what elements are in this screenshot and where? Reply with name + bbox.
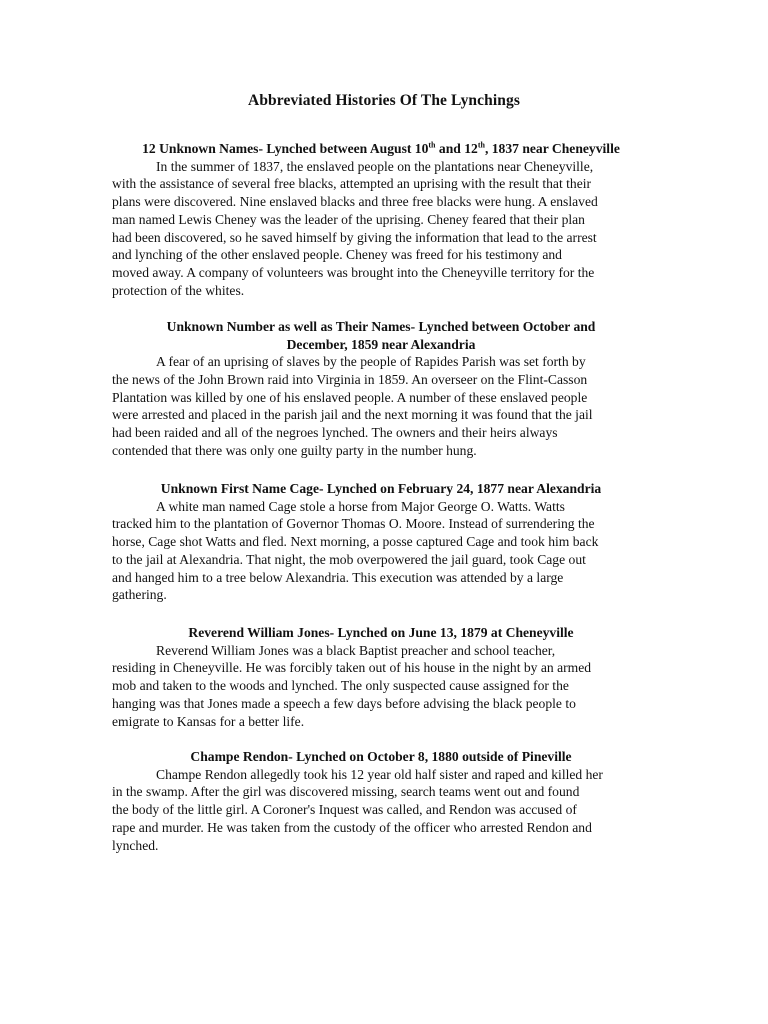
body-line: the news of the John Brown raid into Virginia in 1859. An overseer on the Flint-Casson <box>112 371 588 387</box>
body-line: man named Lewis Cheney was the leader of the uprising. Cheney feared that their plan <box>112 211 585 227</box>
heading-line: December, 1859 near Alexandria <box>286 336 476 352</box>
document-title: Abbreviated Histories Of The Lynchings <box>248 92 520 109</box>
heading-text-b: and 12 <box>435 141 478 156</box>
body-line: gathering. <box>112 587 167 603</box>
body-line: residing in Cheneyville. He was forcibly taken out of his house in the night by an armed <box>112 660 592 676</box>
body-line: had been raided and all of the negroes lynched. The owners and their heirs always <box>112 425 558 441</box>
heading-line: Reverend William Jones- Lynched on June 13, 1879 at Cheneyville <box>188 625 574 640</box>
body-line: mob and taken to the woods and lynched. The only suspected cause assigned for the <box>112 678 569 694</box>
body-line: to the jail at Alexandria. That night, the mob overpowered the jail guard, took Cage out <box>112 551 586 567</box>
section-heading <box>112 748 650 766</box>
body-line: horse, Cage shot Watts and fled. Next morning, a posse captured Cage and took him back <box>112 534 599 550</box>
body-line: in the swamp. After the girl was discovered missing, search teams went out and found <box>112 784 580 800</box>
heading-line: Unknown First Name Cage- Lynched on February 24, 1877 near Alexandria <box>160 481 602 496</box>
section-body <box>112 498 650 605</box>
section-3 <box>112 480 650 604</box>
section-heading <box>112 624 650 642</box>
heading-text-a: 12 Unknown Names- Lynched between August 10 <box>142 141 429 156</box>
section-heading <box>112 140 650 158</box>
section-heading <box>112 318 650 353</box>
body-line: A white man named Cage stole a horse from Major George O. Watts. Watts <box>156 498 565 514</box>
body-line: Plantation was killed by one of his enslaved people. A number of these enslaved people <box>112 389 588 405</box>
body-line: the body of the little girl. A Coroner's Inquest was called, and Rendon was accused of <box>112 802 577 818</box>
section-5 <box>112 748 650 854</box>
body-line: tracked him to the plantation of Governor Thomas O. Moore. Instead of surrendering the <box>112 516 595 532</box>
section-body <box>112 158 650 300</box>
body-line: Champe Rendon allegedly took his 12 year old half sister and raped and killed her <box>156 766 603 782</box>
body-line: emigrate to Kansas for a better life. <box>112 713 305 729</box>
body-line: lynched. <box>112 837 159 853</box>
body-line: Reverend William Jones was a black Baptist preacher and school teacher, <box>156 642 556 658</box>
body-line: contended that there was only one guilty party in the number hung. <box>112 442 477 458</box>
section-body <box>112 353 650 460</box>
heading-sup-b: th <box>477 140 485 150</box>
section-1 <box>112 140 650 300</box>
body-line: moved away. A company of volunteers was brought into the Cheneyville territory for the <box>112 265 595 281</box>
section-body <box>112 642 650 731</box>
heading-line: Unknown Number as well as Their Names- Lynched between October and <box>166 319 596 334</box>
body-line: In the summer of 1837, the enslaved people on the plantations near Cheneyville, <box>156 158 594 174</box>
body-line: rape and murder. He was taken from the custody of the officer who arrested Rendon and <box>112 819 592 835</box>
body-line: protection of the whites. <box>112 283 245 299</box>
section-body <box>112 766 650 855</box>
body-line: and hanged him to a tree below Alexandria. This execution was attended by a large <box>112 569 564 585</box>
body-line: with the assistance of several free blacks, attempted an uprising with the result that their <box>112 176 592 192</box>
body-line: were arrested and placed in the parish jail and the next morning it was found that the jail <box>112 407 593 423</box>
body-line: hanging was that Jones made a speech a few days before advising the black people to <box>112 695 576 711</box>
body-line: A fear of an uprising of slaves by the people of Rapides Parish was set forth by <box>156 354 586 369</box>
section-4 <box>112 624 650 730</box>
section-heading <box>112 480 650 498</box>
body-line: and lynching of the other enslaved people. Cheney was freed for his testimony and <box>112 247 562 263</box>
heading-sup-a: th <box>428 140 436 150</box>
section-2 <box>112 318 650 460</box>
heading-line: Champe Rendon- Lynched on October 8, 1880 outside of Pineville <box>190 749 572 764</box>
heading-text-c: , 1837 near Cheneyville <box>484 141 620 156</box>
body-line: had been discovered, so he saved himself by giving the information that lead to the arrest <box>112 229 597 245</box>
body-line: plans were discovered. Nine enslaved blacks and three free blacks were hung. A enslaved <box>112 194 598 210</box>
